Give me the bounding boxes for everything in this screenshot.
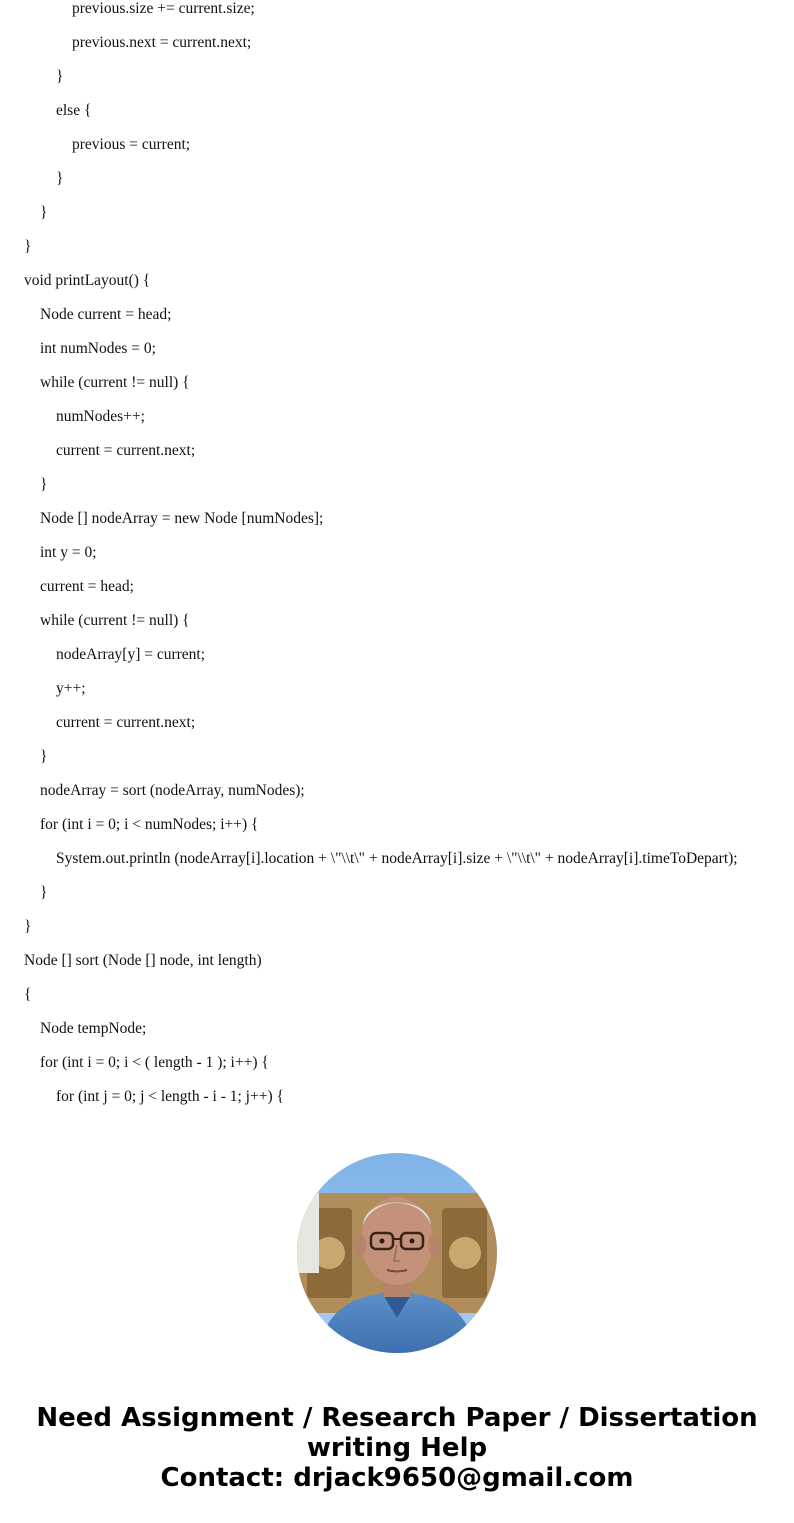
author-avatar [297, 1153, 497, 1353]
promo-contact: Contact: drjack9650@gmail.com [160, 1463, 634, 1493]
code-line: for (int j = 0; j < length - i - 1; j++) { [56, 1088, 284, 1105]
promo-banner [0, 1403, 794, 1493]
code-line: current = head; [40, 578, 134, 595]
code-line: int y = 0; [40, 544, 97, 561]
code-line: else { [56, 102, 92, 119]
code-line: while (current != null) { [40, 374, 190, 391]
code-line: void printLayout() { [24, 272, 151, 289]
code-line: numNodes++; [56, 408, 145, 425]
code-line: } [56, 68, 64, 85]
code-line: Node [] nodeArray = new Node [numNodes]; [40, 510, 324, 527]
code-line: } [24, 918, 32, 935]
code-line: int numNodes = 0; [40, 340, 156, 357]
code-line: Node tempNode; [40, 1020, 147, 1037]
code-line: nodeArray[y] = current; [56, 646, 206, 663]
code-line: previous = current; [72, 136, 191, 153]
code-line: for (int i = 0; i < numNodes; i++) { [40, 816, 259, 833]
code-line: System.out.println (nodeArray[i].location + \"\\t\" + nodeArray[i].size + \"\\t\" + nodeArray[i].timeToDepart); [56, 850, 738, 867]
code-line: } [40, 748, 48, 765]
person-photo-icon [297, 1153, 497, 1353]
promo-subheadline: writing Help [306, 1433, 488, 1463]
code-line: y++; [56, 680, 86, 697]
code-line: current = current.next; [56, 714, 196, 731]
code-line: nodeArray = sort (nodeArray, numNodes); [40, 782, 305, 799]
promo-headline: Need Assignment / Research Paper / Dissertation [36, 1403, 758, 1433]
code-line: previous.next = current.next; [72, 34, 252, 51]
code-line: } [40, 884, 48, 901]
code-line: } [40, 476, 48, 493]
code-line: Node [] sort (Node [] node, int length) [24, 952, 262, 969]
code-line: Node current = head; [40, 306, 172, 323]
code-line: previous.size += current.size; [72, 0, 255, 17]
code-line: { [24, 986, 32, 1003]
code-line: } [24, 238, 32, 255]
code-line: } [56, 170, 64, 187]
code-line: current = current.next; [56, 442, 196, 459]
code-line: for (int i = 0; i < ( length - 1 ); i++) { [40, 1054, 269, 1071]
code-line: while (current != null) { [40, 612, 190, 629]
code-line: } [40, 204, 48, 221]
